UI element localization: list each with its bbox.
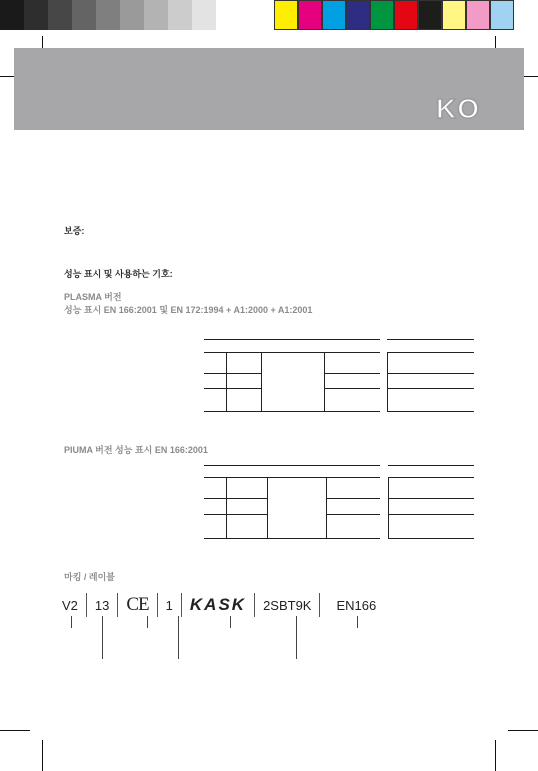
separator xyxy=(254,593,255,617)
leader-line xyxy=(147,616,148,628)
swatch xyxy=(120,0,144,30)
separator xyxy=(86,593,87,617)
separator xyxy=(181,593,182,617)
plasma-subtitle: 성능 표시 EN 166:2001 및 EN 172:1994 + A1:2000 + A1:2001 xyxy=(64,305,313,315)
swatch xyxy=(298,0,322,30)
leader-line xyxy=(357,616,358,628)
piuma-table xyxy=(204,465,474,539)
kask-logo xyxy=(189,595,247,615)
leader-line xyxy=(230,616,231,628)
swatch xyxy=(216,0,240,30)
warranty-heading: 보증: xyxy=(64,226,85,236)
ce-mark-text: CE xyxy=(126,594,149,615)
color-strip xyxy=(274,0,514,30)
separator xyxy=(157,593,158,617)
crop-mark xyxy=(0,730,30,731)
swatch xyxy=(370,0,394,30)
swatch xyxy=(24,0,48,30)
kask-logo-text: KASK xyxy=(189,595,247,614)
swatch xyxy=(274,0,298,30)
crop-mark xyxy=(42,740,43,771)
marking-13: 13 xyxy=(94,597,110,613)
marking-v2: V2 xyxy=(62,597,78,613)
crop-mark xyxy=(495,740,496,771)
swatch xyxy=(490,0,514,30)
plasma-table xyxy=(204,339,474,412)
piuma-title: PIUMA 버전 성능 표시 EN 166:2001 xyxy=(64,445,208,455)
swatch xyxy=(442,0,466,30)
swatch xyxy=(418,0,442,30)
leader-line xyxy=(102,616,103,659)
swatch xyxy=(48,0,72,30)
marking-standard: EN166 xyxy=(336,597,377,613)
swatch xyxy=(394,0,418,30)
separator xyxy=(117,593,118,617)
marking-row xyxy=(61,592,377,618)
language-code: KO xyxy=(436,93,480,124)
ce-mark-icon xyxy=(125,594,149,616)
symbols-heading: 성능 표시 및 사용하는 기호: xyxy=(64,269,173,279)
marking-shade: 2SBT9K xyxy=(263,597,312,613)
swatch xyxy=(72,0,96,30)
leader-line xyxy=(71,616,72,628)
marking-heading: 마킹 / 레이블 xyxy=(64,572,115,582)
swatch xyxy=(322,0,346,30)
marking-1: 1 xyxy=(165,597,173,613)
crop-mark xyxy=(508,730,538,731)
swatch xyxy=(96,0,120,30)
plasma-title: PLASMA 버전 xyxy=(64,292,122,302)
swatch xyxy=(168,0,192,30)
swatch xyxy=(466,0,490,30)
swatch xyxy=(0,0,24,30)
leader-line xyxy=(178,616,179,659)
swatch xyxy=(346,0,370,30)
separator xyxy=(319,593,320,617)
leader-line xyxy=(296,616,297,659)
swatch xyxy=(192,0,216,30)
swatch xyxy=(144,0,168,30)
grayscale-strip xyxy=(0,0,240,30)
